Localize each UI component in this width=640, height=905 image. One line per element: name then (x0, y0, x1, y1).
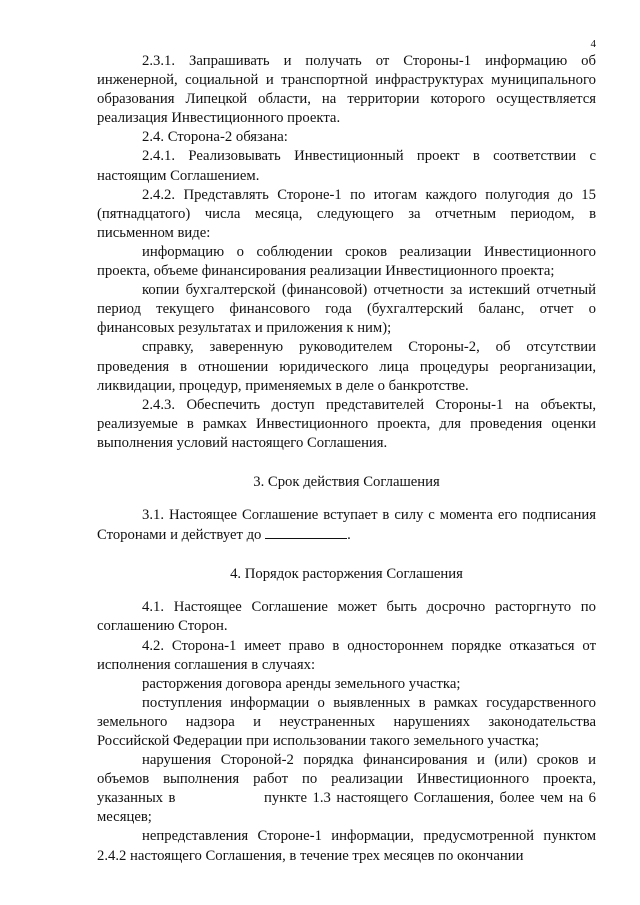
page-number: 4 (590, 38, 596, 50)
section-3-heading: 3. Срок действия Соглашения (253, 473, 440, 490)
paragraph-2-4-2: 2.4.2. Представлять Стороне-1 по итогам каждого полугодия до 15 (пятнадцатого) числа месяца, следующего за отчетным периодом, в письменном виде: (97, 186, 596, 241)
paragraph-2-4: 2.4. Сторона-2 обязана: (142, 129, 288, 146)
date-blank-line (265, 525, 347, 539)
document-body (97, 52, 600, 866)
paragraph-4-1: 4.1. Настоящее Соглашение может быть досрочно расторгнуто по соглашению Сторон. (97, 599, 596, 635)
paragraph-2-3-1: 2.3.1. Запрашивать и получать от Стороны-1 информацию об инженерной, социальной и транспортной инфраструктурах муниципального образования Липецкой области, на территории которого осуществляется реализация Инвестиционного проекта. (97, 53, 596, 127)
section-4-heading: 4. Порядок расторжения Соглашения (230, 566, 463, 583)
paragraph-3-1-end: . (347, 527, 351, 544)
paragraph-3-1-text: 3.1. Настоящее Соглашение вступает в силу с момента его подписания Сторонами и действует до (97, 507, 596, 544)
paragraph-2-4-1: 2.4.1. Реализовывать Инвестиционный проект в соответствии с настоящим Соглашением. (97, 148, 596, 184)
paragraph-info-nonsubmission: непредставления Стороне-1 информации, предусмотренной пунктом 2.4.2 настоящего Соглашения, в течение трех месяцев по окончании (97, 828, 596, 864)
paragraph-2-4-3: 2.4.3. Обеспечить доступ представителей Стороны-1 на объекты, реализуемые в рамках Инвестиционного проекта, для проведения оценки выполнения условий настоящего Соглашения. (97, 396, 596, 451)
paragraph-accounting-copies: копии бухгалтерской (финансовой) отчетности за истекший отчетный период текущего финансового года (бухгалтерский баланс, отчет о финансовых результатах и приложения к ним); (97, 282, 596, 337)
paragraph-financing-violation: нарушения Стороной-2 порядка финансирования и (или) сроков и объемов выполнения работ по реализации Инвестиционного проекта, указанных в пункте 1.3 настоящего Соглашения, более чем на 6 месяцев; (97, 752, 600, 826)
paragraph-lease-termination: расторжения договора аренды земельного участка; (142, 675, 461, 692)
paragraph-info-deadlines: информацию о соблюдении сроков реализации Инвестиционного проекта, объеме финансирования реализации Инвестиционного проекта; (97, 243, 596, 280)
paragraph-certificate: справку, заверенную руководителем Стороны-2, об отсутствии проведения в отношении юридического лица процедуры реорганизации, ликвидации, процедур, применяемых в деле о банкротстве. (97, 339, 596, 394)
paragraph-4-2: 4.2. Сторона-1 имеет право в одностороннем порядке отказаться от исполнения соглашения в случаях: (97, 637, 596, 673)
paragraph-land-supervision: поступления информации о выявленных в рамках государственного земельного надзора и неустраненных нарушениях законодательства Российской Федерации при использовании такого земельного участка; (97, 694, 596, 749)
paragraph-3-1 (97, 506, 596, 545)
